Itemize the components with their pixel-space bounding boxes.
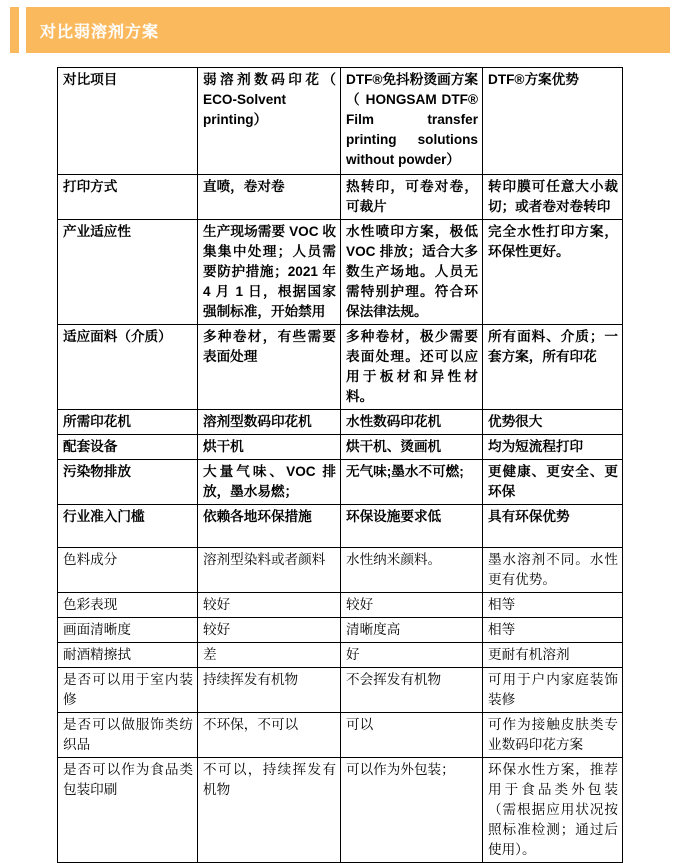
cell-eco-solvent: 依赖各地环保措施 [198,505,341,548]
cell-dtf-advantage: 相等 [483,618,623,643]
cell-item-label: 是否可以作为食品类包装印刷 [58,758,198,863]
page-title: 对比弱溶剂方案 [40,23,160,41]
cell-eco-solvent: 较好 [198,593,341,618]
cell-dtf-advantage: 可作为接触皮肤类专业数码印花方案 [483,713,623,758]
cell-dtf: 环保设施要求低 [341,505,483,548]
cell-eco-solvent: 不可以，持续挥发有机物 [198,758,341,863]
cell-item-label: 污染物排放 [58,460,198,505]
row-apparel-textiles [58,713,623,758]
cell-eco-solvent: 大量气味、VOC 排放，墨水易燃； [198,460,341,505]
cell-eco-solvent: 较好 [198,618,341,643]
row-printer-required [58,410,623,435]
row-pollutant-emission [58,460,623,505]
cell-dtf-advantage: 相等 [483,593,623,618]
cell-dtf: 清晰度高 [341,618,483,643]
cell-item-label: 是否可以用于室内装修 [58,668,198,713]
cell-dtf-advantage: 完全水性打印方案，环保性更好。 [483,220,623,325]
header-accent-block [10,7,19,53]
row-indoor-decoration [58,668,623,713]
cell-item-label: 打印方式 [58,175,198,220]
row-image-clarity [58,618,623,643]
cell-dtf-advantage: 更健康、更安全、更环保 [483,460,623,505]
row-supporting-equipment [58,435,623,460]
comparison-table [57,67,623,863]
row-alcohol-wipe-resistance [58,643,623,668]
cell-item-label: 产业适应性 [58,220,198,325]
cell-dtf-advantage: 墨水溶剂不同。水性更有优势。 [483,548,623,593]
cell-dtf-advantage: 所有面料、介质；一套方案，所有印花 [483,325,623,410]
cell-item-label: 色彩表现 [58,593,198,618]
cell-dtf: 水性喷印方案，极低 VOC 排放；适合大多数生产场地。人员无需特别护理。符合环保法律法规。 [341,220,483,325]
cell-dtf-advantage: 优势很大 [483,410,623,435]
row-pigment-composition [58,548,623,593]
row-industry-adaptability [58,220,623,325]
cell-dtf: 热转印，可卷对卷，可裁片 [341,175,483,220]
table-header-row [58,68,623,175]
cell-eco-solvent: 生产现场需要 VOC 收集集中处理；人员需要防护措施；2021 年 4 月 1 日，根据国家强制标准，开始禁用 [198,220,341,325]
cell-dtf: 好 [341,643,483,668]
cell-eco-solvent: 溶剂型染料或者颜料 [198,548,341,593]
cell-item-label: 画面清晰度 [58,618,198,643]
cell-item-label: 色料成分 [58,548,198,593]
column-header-dtf: DTF®免抖粉烫画方案（ HONGSAM DTF® Film transfer printing solutions without powder） [341,68,483,175]
cell-item-label: 适应面料（介质） [58,325,198,410]
cell-dtf: 可以作为外包装； [341,758,483,863]
cell-dtf: 无气味;墨水不可燃; [341,460,483,505]
cell-eco-solvent: 多种卷材，有些需要表面处理 [198,325,341,410]
cell-dtf: 不会挥发有机物 [341,668,483,713]
cell-dtf: 水性纳米颜料。 [341,548,483,593]
row-industry-entry-threshold [58,505,623,548]
row-food-packaging [58,758,623,863]
cell-dtf-advantage: 均为短流程打印 [483,435,623,460]
cell-eco-solvent: 不环保，不可以 [198,713,341,758]
column-header-eco-solvent: 弱溶剂数码印花（ ECO-Solvent printing） [198,68,341,175]
cell-dtf-advantage: 转印膜可任意大小裁切；或者卷对卷转印 [483,175,623,220]
cell-dtf-advantage: 更耐有机溶剂 [483,643,623,668]
cell-eco-solvent: 差 [198,643,341,668]
column-header-item: 对比项目 [58,68,198,175]
cell-item-label: 耐酒精擦拭 [58,643,198,668]
cell-dtf-advantage: 具有环保优势 [483,505,623,548]
column-header-dtf-advantage: DTF®方案优势 [483,68,623,175]
cell-dtf: 水性数码印花机 [341,410,483,435]
cell-eco-solvent: 溶剂型数码印花机 [198,410,341,435]
cell-item-label: 是否可以做服饰类纺织品 [58,713,198,758]
cell-eco-solvent: 直喷，卷对卷 [198,175,341,220]
cell-eco-solvent: 烘干机 [198,435,341,460]
cell-dtf: 烘干机、烫画机 [341,435,483,460]
header-bar [26,7,670,53]
row-print-method [58,175,623,220]
row-color-performance [58,593,623,618]
cell-eco-solvent: 持续挥发有机物 [198,668,341,713]
cell-dtf-advantage: 可用于户内家庭装饰装修 [483,668,623,713]
cell-dtf: 较好 [341,593,483,618]
cell-item-label: 配套设备 [58,435,198,460]
cell-dtf: 多种卷材，极少需要表面处理。还可以应用于板材和异性材料。 [341,325,483,410]
cell-item-label: 所需印花机 [58,410,198,435]
cell-dtf: 可以 [341,713,483,758]
cell-dtf-advantage: 环保水性方案，推荐用于食品类外包装（需根据应用状况按照标准检测；通过后使用）。 [483,758,623,863]
cell-item-label: 行业准入门槛 [58,505,198,548]
row-applicable-materials [58,325,623,410]
